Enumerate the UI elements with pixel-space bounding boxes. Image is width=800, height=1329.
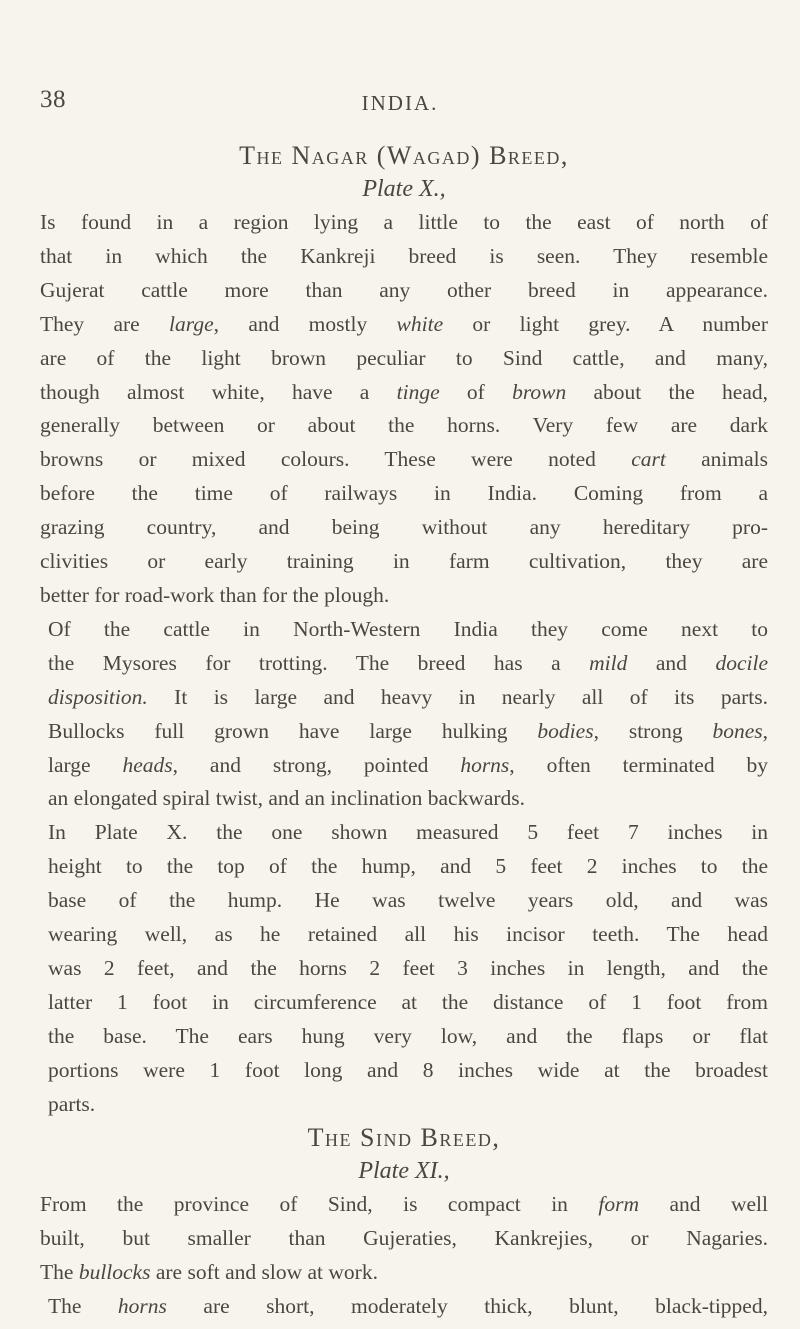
emphasis: tinge [396, 379, 440, 404]
paragraph [40, 1188, 768, 1290]
text-line: browns or mixed colours. These were noted cart animals [40, 447, 768, 472]
text-line: the base. The ears hung very low, and the flaps or flat [48, 1023, 768, 1048]
text-line: Is found in a region lying a little to the east of north of [40, 210, 768, 234]
text-line: Bullocks full grown have large hulking bodies, strong bones, [48, 718, 769, 743]
text-line: an elongated spiral twist, and an inclination backwards. [48, 786, 526, 811]
section-heading-nagar: The Nagar (Wagad) Breed, [239, 141, 569, 170]
text-line: parts. [48, 1091, 96, 1116]
emphasis: bones [712, 718, 763, 743]
emphasis: mild [589, 650, 628, 675]
text-line: portions were 1 foot long and 8 inches wide at the broadest [48, 1057, 768, 1082]
emphasis: horns [117, 1294, 167, 1319]
emphasis: brown [512, 379, 567, 404]
text-line: Of the cattle in North-Western India they come next to [48, 616, 768, 641]
page-number: 38 [40, 86, 66, 113]
text-line: grazing country, and being without any hereditary pro- [40, 515, 768, 540]
plate-reference-x: Plate X., [362, 176, 446, 202]
emphasis: disposition. [48, 684, 148, 709]
emphasis: cart [631, 447, 666, 472]
paragraph [40, 816, 768, 1121]
text-line: the Mysores for trotting. The breed has a mild and docile [48, 650, 768, 675]
text-line: wearing well, as he retained all his incisor teeth. The head [48, 922, 768, 947]
text-line: better for road-work than for the plough. [40, 582, 390, 607]
text-line: that in which the Kankreji breed is seen. They resemble [40, 243, 768, 268]
paragraph [40, 613, 768, 816]
text-line: built, but smaller than Gujeraties, Kankrejies, or Nagaries. [40, 1226, 768, 1251]
text-line: before the time of railways in India. Coming from a [40, 481, 768, 506]
text-line: height to the top of the hump, and 5 feet 2 inches to the [48, 854, 768, 879]
text-line: though almost white, have a tinge of brown about the head, [40, 379, 769, 404]
text-line: was 2 feet, and the horns 2 feet 3 inches in length, and the [48, 955, 768, 980]
emphasis: form [598, 1192, 640, 1217]
emphasis: horns [460, 752, 510, 777]
emphasis: heads [122, 752, 173, 777]
text-line: In Plate X. the one shown measured 5 feet 7 inches in [48, 820, 768, 845]
emphasis: white [396, 311, 444, 336]
text-line: base of the hump. He was twelve years old, and was [48, 888, 768, 913]
running-head: INDIA. [361, 91, 439, 115]
emphasis: bullocks [78, 1260, 151, 1285]
text-line: They are large, and mostly white or light grey. A number [40, 311, 769, 336]
text-line: clivities or early training in farm cultivation, they are [40, 549, 768, 574]
emphasis: docile [715, 650, 768, 675]
text-line: generally between or about the horns. Very few are dark [40, 413, 768, 438]
section-heading-sind: The Sind Breed, [307, 1123, 501, 1153]
text-line: The bullocks are soft and slow at work. [40, 1260, 378, 1285]
text-line: are of the light brown peculiar to Sind cattle, and many, [40, 345, 768, 370]
text-line: disposition. It is large and heavy in nearly all of its parts. [48, 684, 768, 709]
emphasis: large [169, 311, 214, 336]
text-line: The horns are short, moderately thick, blunt, black-tipped, [48, 1294, 768, 1319]
text-line: Gujerat cattle more than any other breed in appearance. [40, 277, 768, 302]
paragraph [40, 1290, 768, 1324]
text-line: From the province of Sind, is compact in form and well [40, 1192, 768, 1217]
text-line: large heads, and strong, pointed horns, often terminated by [48, 752, 768, 777]
text-body [40, 139, 768, 1324]
plate-reference-xi: Plate XI., [358, 1158, 450, 1185]
emphasis: bodies [537, 718, 594, 743]
text-line: latter 1 foot in circumference at the distance of 1 foot from [48, 989, 768, 1014]
paragraph [40, 206, 768, 613]
